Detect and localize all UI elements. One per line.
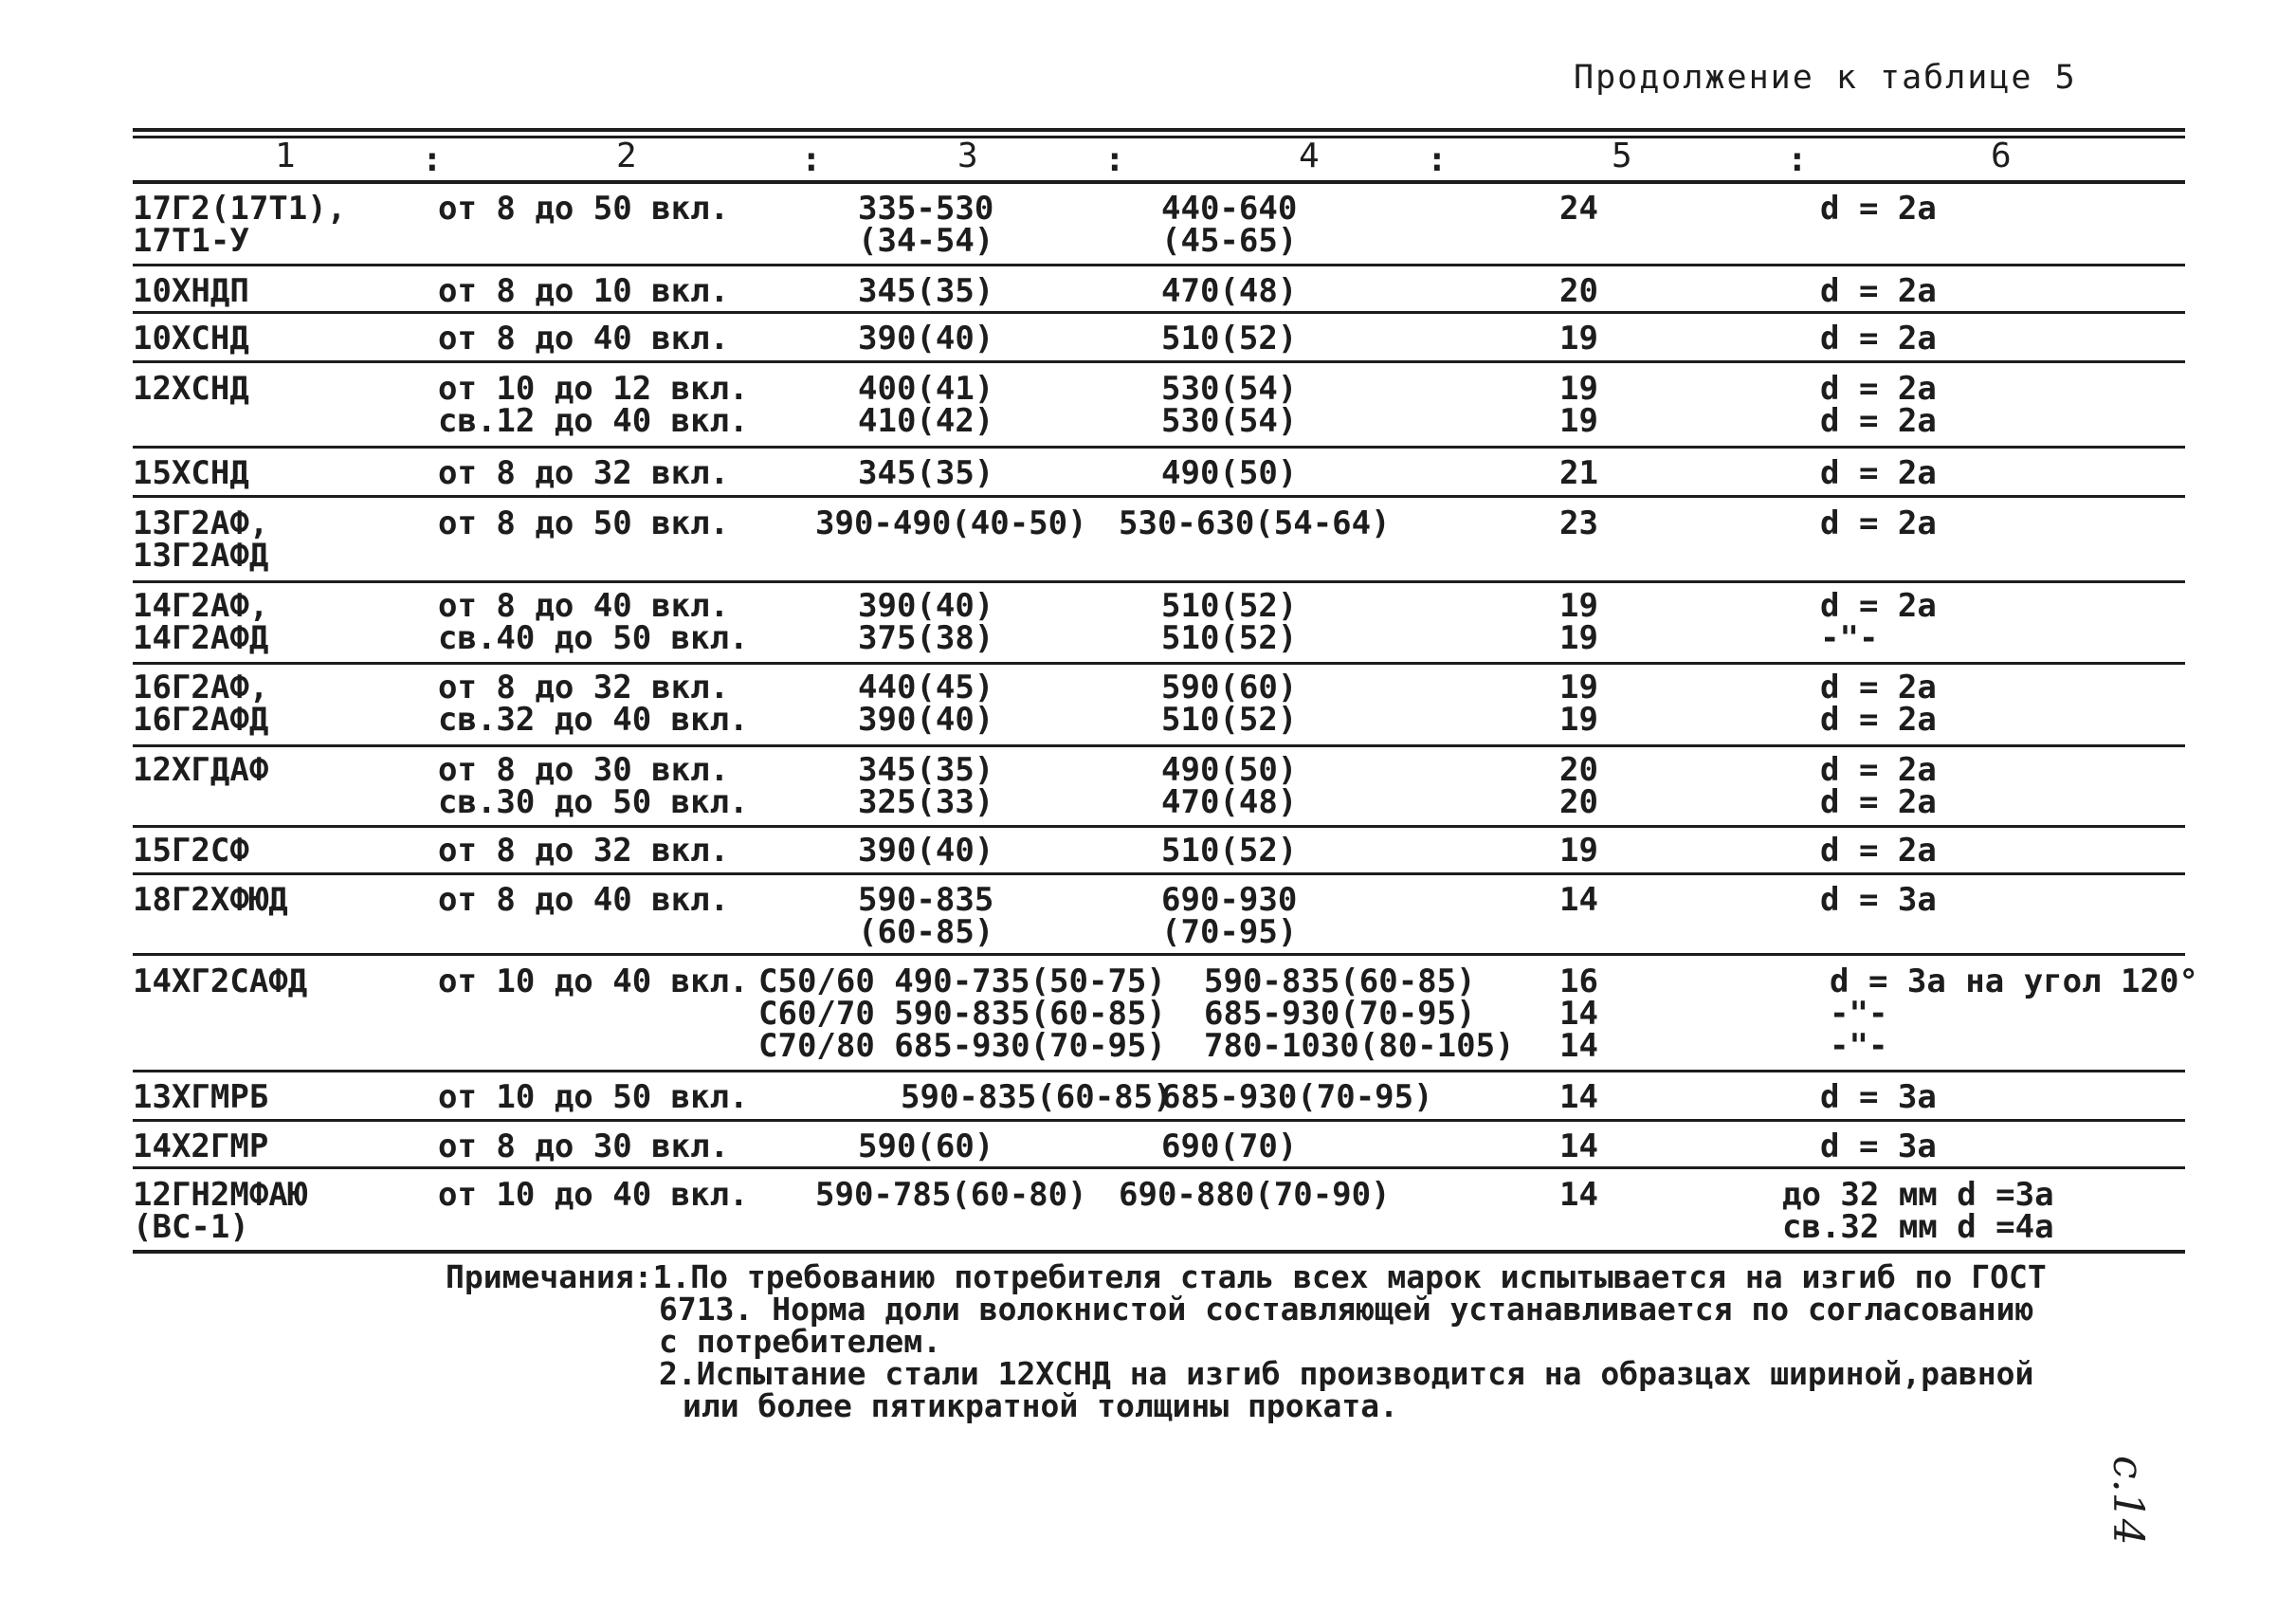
bend-test: d = 2a d = 2a <box>1820 370 1937 440</box>
bend-test: d = 2a <box>1820 832 1937 870</box>
tensile-strength: 440-640 (45-65) <box>1161 190 1298 260</box>
bend-test: d = 2a <box>1820 454 1937 492</box>
table-bottom-rule <box>133 1250 2185 1254</box>
header-sep: : <box>1787 140 1808 179</box>
bend-test: d = 2a -"- <box>1820 587 1937 657</box>
thickness: от 8 до 50 вкл. <box>438 504 730 542</box>
bend-test: d = 2a <box>1820 190 1937 228</box>
row-rule <box>133 825 2185 828</box>
thickness: от 10 до 40 вкл. <box>438 1176 749 1214</box>
yield-strength: 590-835(60-85) <box>901 1078 1173 1116</box>
header-col-3: 3 <box>957 137 978 175</box>
steel-grade: 14Х2ГМР <box>133 1127 269 1165</box>
thickness: от 8 до 32 вкл. <box>438 832 730 870</box>
thickness: от 8 до 40 вкл. <box>438 320 730 357</box>
elongation: 19 19 <box>1559 587 1598 657</box>
elongation: 14 <box>1559 881 1598 919</box>
yield-strength: 345(35) 325(33) <box>858 751 994 821</box>
row-rule <box>133 662 2185 665</box>
tensile-strength: 490(50) 470(48) <box>1161 751 1298 821</box>
tensile-strength: 690-880(70-90) <box>1119 1176 1391 1214</box>
tensile-strength: 490(50) <box>1161 454 1298 492</box>
thickness: от 8 до 40 вкл. св.40 до 50 вкл. <box>438 587 749 657</box>
thickness: от 8 до 32 вкл. <box>438 454 730 492</box>
header-sep: : <box>1104 140 1125 179</box>
tensile-strength: 510(52) <box>1161 832 1298 870</box>
bend-test: d = 2a <box>1820 272 1937 310</box>
bend-test: до 32 мм d =3a св.32 мм d =4a <box>1782 1176 2054 1246</box>
thickness: от 8 до 30 вкл. св.30 до 50 вкл. <box>438 751 749 821</box>
steel-grade: 15ХСНД <box>133 454 249 492</box>
row-rule <box>133 311 2185 314</box>
tensile-strength: 510(52) 510(52) <box>1161 587 1298 657</box>
elongation: 20 <box>1559 272 1598 310</box>
header-rule <box>133 180 2185 184</box>
yield-strength: С50/60 490-735(50-75) С60/70 590-835(60-85) С70/80 685-930(70-95) <box>758 962 1166 1065</box>
row-rule <box>133 1070 2185 1072</box>
tensile-strength: 510(52) <box>1161 320 1298 357</box>
note-line: или более пятикратной толщины проката. <box>683 1387 1398 1424</box>
header-col-5: 5 <box>1612 137 1632 175</box>
steel-grade: 12ХСНД <box>133 370 249 408</box>
yield-strength: 335-530 (34-54) <box>858 190 994 260</box>
elongation: 19 <box>1559 320 1598 357</box>
header-col-1: 1 <box>275 137 296 175</box>
thickness: от 10 до 40 вкл. <box>438 962 749 1000</box>
tensile-strength: 470(48) <box>1161 272 1298 310</box>
steel-grade: 13ХГМРБ <box>133 1078 269 1116</box>
note-line: 6713. Норма доли волокнистой составляющей устанавливается по согласованию <box>659 1291 2034 1328</box>
table-top-rule <box>133 128 2185 132</box>
steel-grade: 10ХСНД <box>133 320 249 357</box>
elongation: 23 <box>1559 504 1598 542</box>
thickness: от 8 до 40 вкл. <box>438 881 730 919</box>
row-rule <box>133 580 2185 583</box>
steel-grade: 16Г2АФ, 16Г2АФД <box>133 669 269 739</box>
row-rule <box>133 264 2185 266</box>
steel-grade: 18Г2ХФЮД <box>133 881 288 919</box>
tensile-strength: 530-630(54-64) <box>1119 504 1391 542</box>
elongation: 14 <box>1559 1127 1598 1165</box>
header-col-4: 4 <box>1299 137 1320 175</box>
yield-strength: 440(45) 390(40) <box>858 669 994 739</box>
elongation: 19 19 <box>1559 370 1598 440</box>
elongation: 20 20 <box>1559 751 1598 821</box>
elongation: 19 <box>1559 832 1598 870</box>
row-rule <box>133 1119 2185 1122</box>
header-sep: : <box>1427 140 1448 179</box>
steel-grade: 14ХГ2САФД <box>133 962 308 1000</box>
bend-test: d = 2a d = 2a <box>1820 751 1937 821</box>
yield-strength: 590(60) <box>858 1127 994 1165</box>
tensile-strength: 590(60) 510(52) <box>1161 669 1298 739</box>
bend-test: d = 2a <box>1820 504 1937 542</box>
elongation: 21 <box>1559 454 1598 492</box>
header-sep: : <box>801 140 822 179</box>
thickness: от 10 до 12 вкл. св.12 до 40 вкл. <box>438 370 749 440</box>
steel-grade: 13Г2АФ, 13Г2АФД <box>133 504 269 575</box>
steel-grade: 14Г2АФ, 14Г2АФД <box>133 587 269 657</box>
header-col-2: 2 <box>616 137 637 175</box>
row-rule <box>133 360 2185 363</box>
bend-test: d = 3a на угол 120° -"- -"- <box>1830 962 2198 1065</box>
steel-grade: 10ХНДП <box>133 272 249 310</box>
yield-strength: 590-835 (60-85) <box>858 881 994 951</box>
table-caption: Продолжение к таблице 5 <box>1574 59 2077 97</box>
tensile-strength: 685-930(70-95) <box>1161 1078 1433 1116</box>
row-rule <box>133 1166 2185 1169</box>
bend-test: d = 3a <box>1820 1078 1937 1116</box>
yield-strength: 390(40) <box>858 320 994 357</box>
note-line: 2.Испытание стали 12ХСНД на изгиб производится на образцах шириной,равной <box>659 1355 2034 1392</box>
thickness: от 8 до 50 вкл. <box>438 190 730 228</box>
header-col-6: 6 <box>1991 137 2012 175</box>
elongation: 16 14 14 <box>1559 962 1598 1065</box>
steel-grade: 12ГН2МФАЮ (ВС-1) <box>133 1176 308 1246</box>
bend-test: d = 3a <box>1820 1127 1937 1165</box>
steel-grade: 15Г2СФ <box>133 832 249 870</box>
note-line: с потребителем. <box>659 1323 942 1360</box>
tensile-strength: 530(54) 530(54) <box>1161 370 1298 440</box>
bend-test: d = 2a <box>1820 320 1937 357</box>
thickness: от 8 до 30 вкл. <box>438 1127 730 1165</box>
row-rule <box>133 872 2185 875</box>
bend-test: d = 2a d = 2a <box>1820 669 1937 739</box>
note-line: Примечания:1.По требованию потребителя сталь всех марок испытывается на изгиб по ГОСТ <box>446 1258 2047 1295</box>
elongation: 19 19 <box>1559 669 1598 739</box>
steel-grade: 17Г2(17Т1), 17Т1-У <box>133 190 347 260</box>
row-rule <box>133 953 2185 956</box>
yield-strength: 390(40) <box>858 832 994 870</box>
yield-strength: 345(35) <box>858 454 994 492</box>
thickness: от 8 до 32 вкл. св.32 до 40 вкл. <box>438 669 749 739</box>
bend-test: d = 3a <box>1820 881 1937 919</box>
tensile-strength: 590-835(60-85) 685-930(70-95) 780-1030(80-105) <box>1204 962 1515 1065</box>
table-top-rule-inner <box>133 136 2185 138</box>
notes <box>446 1258 2047 1424</box>
elongation: 14 <box>1559 1078 1598 1116</box>
row-rule <box>133 446 2185 449</box>
header-sep: : <box>422 140 443 179</box>
thickness: от 8 до 10 вкл. <box>438 272 730 310</box>
elongation: 24 <box>1559 190 1598 228</box>
row-rule <box>133 744 2185 747</box>
yield-strength: 345(35) <box>858 272 994 310</box>
elongation: 14 <box>1559 1176 1598 1214</box>
thickness: от 10 до 50 вкл. <box>438 1078 749 1116</box>
yield-strength: 400(41) 410(42) <box>858 370 994 440</box>
yield-strength: 590-785(60-80) <box>815 1176 1087 1214</box>
page-mark: с.14 <box>2104 1456 2152 1546</box>
steel-grade: 12ХГДАФ <box>133 751 269 789</box>
tensile-strength: 690-930 (70-95) <box>1161 881 1298 951</box>
row-rule <box>133 495 2185 498</box>
yield-strength: 390-490(40-50) <box>815 504 1087 542</box>
tensile-strength: 690(70) <box>1161 1127 1298 1165</box>
yield-strength: 390(40) 375(38) <box>858 587 994 657</box>
